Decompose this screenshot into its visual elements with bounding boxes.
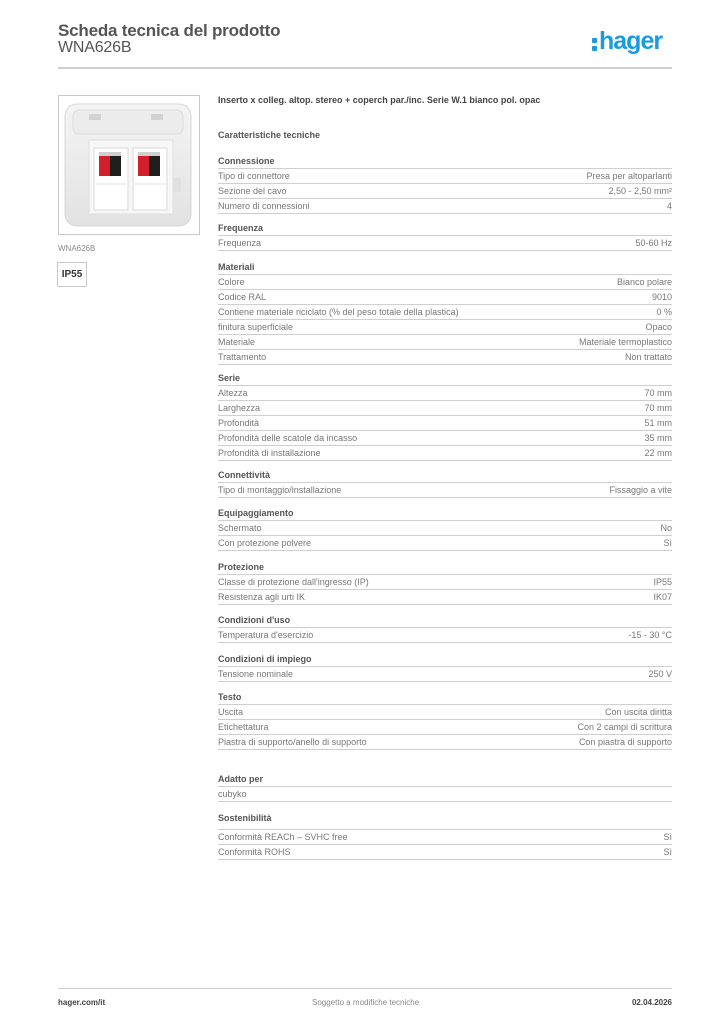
document-title: Scheda tecnica del prodotto bbox=[58, 21, 281, 40]
product-image bbox=[58, 95, 200, 235]
section-condizioni-uso bbox=[218, 614, 672, 643]
spec-value: Sì bbox=[663, 847, 672, 857]
section-title: Testo bbox=[218, 691, 672, 705]
spec-row bbox=[218, 845, 672, 860]
spec-value: 35 mm bbox=[644, 433, 672, 443]
spec-label: Larghezza bbox=[218, 403, 261, 413]
section-title: Serie bbox=[218, 372, 672, 386]
section-title: Sostenibilità bbox=[218, 812, 672, 830]
spec-row bbox=[218, 169, 672, 184]
spec-value: Sì bbox=[663, 832, 672, 842]
spec-label: Materiale bbox=[218, 337, 256, 347]
spec-row bbox=[218, 320, 672, 335]
section-condizioni-impiego bbox=[218, 653, 672, 682]
spec-label: Numero di connessioni bbox=[218, 201, 310, 211]
spec-label: Frequenza bbox=[218, 238, 262, 248]
spec-row bbox=[218, 386, 672, 401]
section-equipaggiamento bbox=[218, 507, 672, 551]
spec-row bbox=[218, 305, 672, 320]
spec-label: Uscita bbox=[218, 707, 244, 717]
section-connettivita bbox=[218, 469, 672, 498]
spec-value: 2,50 - 2,50 mm² bbox=[608, 186, 672, 196]
spec-row bbox=[218, 705, 672, 720]
spec-value: 9010 bbox=[651, 292, 672, 302]
section-title: Frequenza bbox=[218, 222, 672, 236]
spec-label: Contiene materiale riciclato (% del peso totale della plastica) bbox=[218, 307, 459, 317]
spec-label: Profondità bbox=[218, 418, 260, 428]
spec-row bbox=[218, 735, 672, 750]
product-code: WNA626B bbox=[58, 39, 132, 56]
spec-label: cubyko bbox=[218, 789, 247, 799]
spec-label: finitura superficiale bbox=[218, 322, 294, 332]
spec-value: Presa per altoparlanti bbox=[586, 171, 672, 181]
spec-label: Temperatura d'esercizio bbox=[218, 630, 314, 640]
spec-row bbox=[218, 575, 672, 590]
spec-label: Resistenza agli urti IK bbox=[218, 592, 306, 602]
footer-website-link[interactable]: hager.com/it bbox=[58, 998, 106, 1007]
spec-label: Con protezione polvere bbox=[218, 538, 312, 548]
tech-heading: Caratteristiche tecniche bbox=[218, 130, 321, 140]
spec-row bbox=[218, 199, 672, 214]
spec-value: Non trattato bbox=[624, 352, 672, 362]
spec-row bbox=[218, 431, 672, 446]
spec-row bbox=[218, 590, 672, 605]
spec-value: Con uscita diritta bbox=[604, 707, 672, 717]
spec-row bbox=[218, 830, 672, 845]
section-frequenza bbox=[218, 222, 672, 251]
image-caption: WNA626B bbox=[58, 244, 96, 253]
spec-row bbox=[218, 667, 672, 682]
logo-text: hager bbox=[599, 27, 663, 55]
spec-value: Con 2 campi di scrittura bbox=[577, 722, 672, 732]
spec-row bbox=[218, 184, 672, 199]
section-title: Materiali bbox=[218, 261, 672, 275]
spec-value: IP55 bbox=[653, 577, 672, 587]
footer-date: 02.04.2026 bbox=[631, 998, 672, 1007]
spec-label: Classe di protezione dall'ingresso (IP) bbox=[218, 577, 369, 587]
section-adatto-per bbox=[218, 773, 672, 802]
spec-value: Opaco bbox=[645, 322, 672, 332]
product-description: Inserto x colleg. altop. stereo + coperch par./inc. Serie W.1 bianco pol. opac bbox=[218, 95, 541, 105]
section-title: Equipaggiamento bbox=[218, 507, 672, 521]
section-title: Connettività bbox=[218, 469, 672, 483]
logo-colon-icon bbox=[592, 34, 597, 51]
spec-row bbox=[218, 275, 672, 290]
spec-row bbox=[218, 236, 672, 251]
spec-row bbox=[218, 536, 672, 551]
spec-value: IK07 bbox=[653, 592, 672, 602]
spec-label: Trattamento bbox=[218, 352, 267, 362]
spec-label: Tensione nominale bbox=[218, 669, 294, 679]
ip-rating-badge: IP55 bbox=[57, 262, 87, 287]
footer-divider bbox=[58, 988, 672, 989]
spec-value: 0 % bbox=[656, 307, 672, 317]
spec-row bbox=[218, 628, 672, 643]
spec-label: Schermato bbox=[218, 523, 262, 533]
spec-value: Bianco polare bbox=[616, 277, 672, 287]
spec-row bbox=[218, 521, 672, 536]
spec-label: Piastra di supporto/anello di supporto bbox=[218, 737, 367, 747]
header-divider bbox=[58, 67, 672, 69]
spec-row bbox=[218, 720, 672, 735]
spec-label: Tipo di montaggio/installazione bbox=[218, 485, 342, 495]
spec-label: Codice RAL bbox=[218, 292, 267, 302]
spec-value: 70 mm bbox=[644, 403, 672, 413]
spec-label: Tipo di connettore bbox=[218, 171, 290, 181]
spec-label: Etichettatura bbox=[218, 722, 269, 732]
spec-label: Altezza bbox=[218, 388, 248, 398]
spec-row bbox=[218, 416, 672, 431]
spec-value: -15 - 30 °C bbox=[628, 630, 672, 640]
spec-row bbox=[218, 401, 672, 416]
section-sostenibilita bbox=[218, 812, 672, 860]
section-title: Adatto per bbox=[218, 773, 672, 787]
section-title: Condizioni d'uso bbox=[218, 614, 672, 628]
section-title: Condizioni di impiego bbox=[218, 653, 672, 667]
spec-label: Profondità di installazione bbox=[218, 448, 321, 458]
spec-value: No bbox=[660, 523, 672, 533]
hager-logo bbox=[592, 27, 662, 56]
spec-value: 51 mm bbox=[644, 418, 672, 428]
spec-label: Sezione del cavo bbox=[218, 186, 287, 196]
spec-label: Conformità REACh – SVHC free bbox=[218, 832, 348, 842]
spec-label: Profondità delle scatole da incasso bbox=[218, 433, 358, 443]
spec-row bbox=[218, 335, 672, 350]
section-connessione bbox=[218, 155, 672, 214]
section-serie bbox=[218, 372, 672, 461]
spec-row bbox=[218, 350, 672, 365]
spec-value: Sì bbox=[663, 538, 672, 548]
footer-notice: Soggetto a modifiche tecniche bbox=[312, 998, 420, 1007]
section-testo bbox=[218, 691, 672, 750]
spec-row bbox=[218, 446, 672, 461]
spec-row bbox=[218, 290, 672, 305]
spec-label: Colore bbox=[218, 277, 245, 287]
section-title: Protezione bbox=[218, 561, 672, 575]
spec-label: Conformità ROHS bbox=[218, 847, 291, 857]
spec-row bbox=[218, 483, 672, 498]
spec-value: 4 bbox=[666, 201, 672, 211]
section-materiali bbox=[218, 261, 672, 365]
section-title: Connessione bbox=[218, 155, 672, 169]
spec-value: Fissaggio a vite bbox=[609, 485, 672, 495]
spec-value: 70 mm bbox=[644, 388, 672, 398]
spec-value: 50-60 Hz bbox=[635, 238, 672, 248]
spec-value: Materiale termoplastico bbox=[578, 337, 672, 347]
spec-value: Con piastra di supporto bbox=[578, 737, 672, 747]
spec-value: 22 mm bbox=[644, 448, 672, 458]
speaker-socket-illustration bbox=[59, 96, 199, 234]
spec-value: 250 V bbox=[648, 669, 672, 679]
spec-row bbox=[218, 787, 672, 802]
section-protezione bbox=[218, 561, 672, 605]
